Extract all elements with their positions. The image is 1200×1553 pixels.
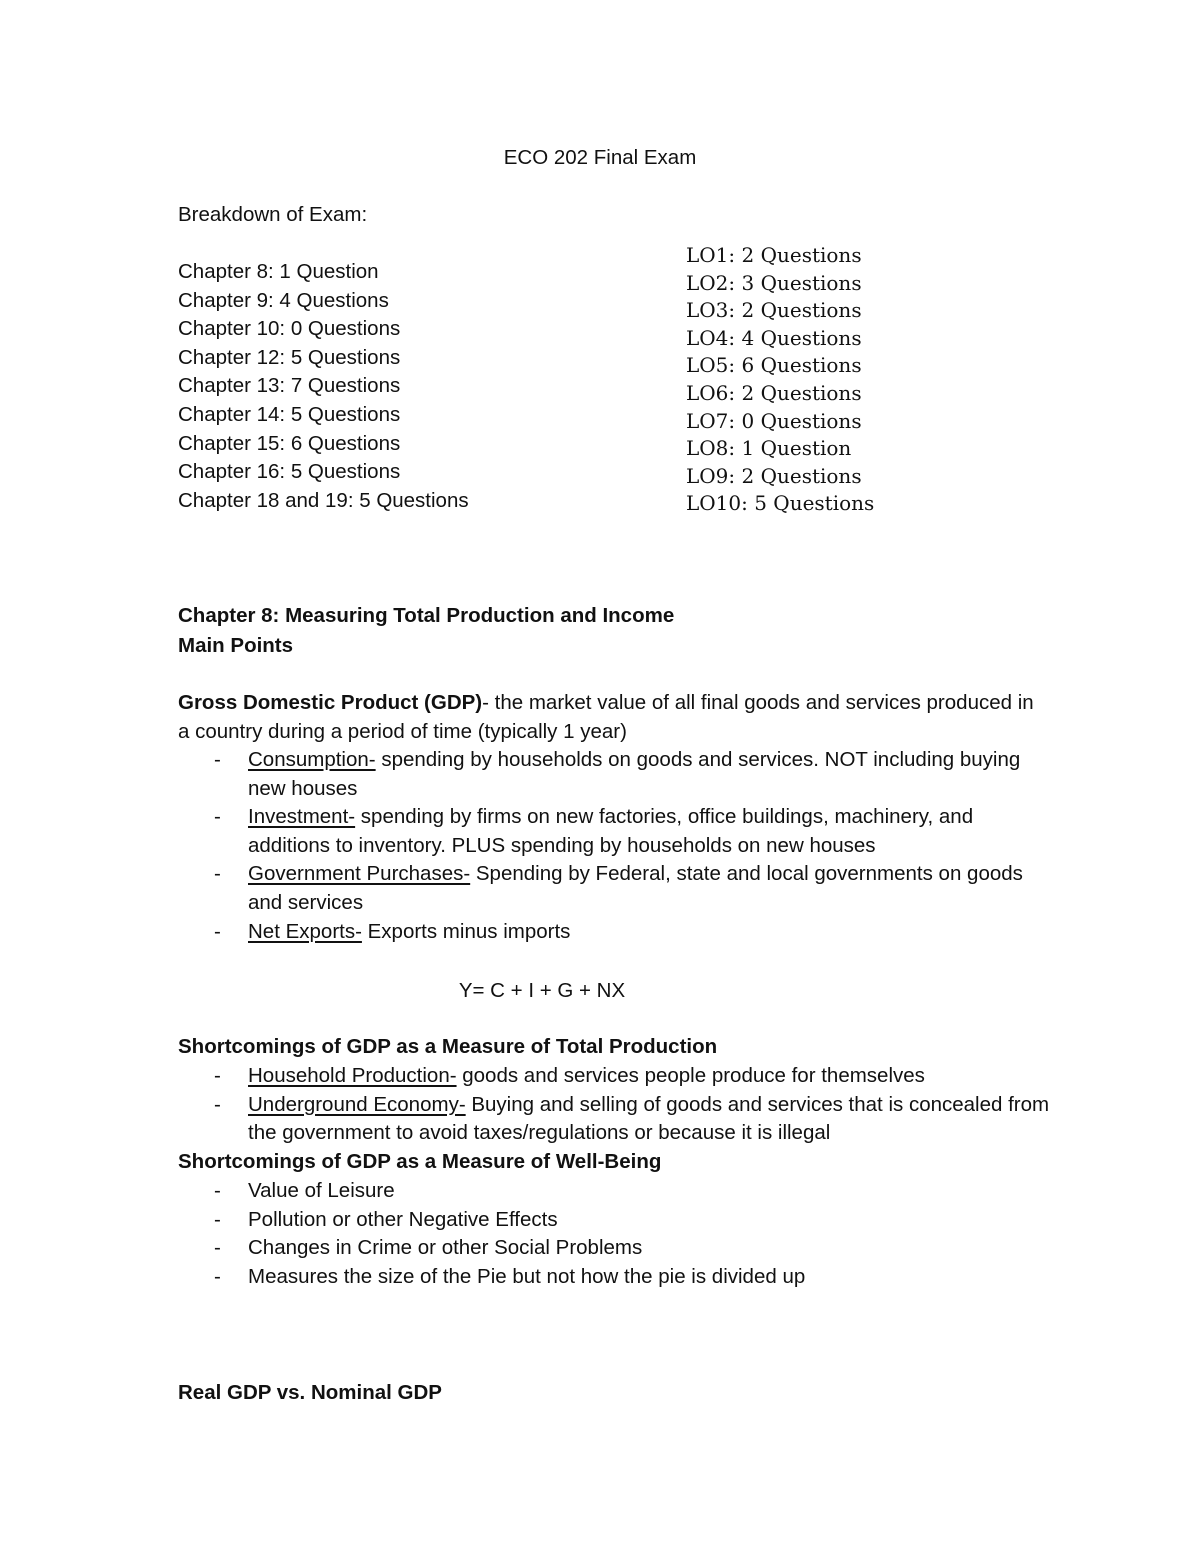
shortcoming-term: Underground Economy- [248, 1092, 466, 1116]
lo-item: LO1: 2 Questions [686, 243, 862, 267]
lo-item: LO4: 4 Questions [686, 325, 862, 350]
bullet-dash: - [214, 1064, 221, 1087]
chapter-item: Chapter 12: 5 Questions [178, 345, 401, 369]
shortcomings-wellbeing-list [178, 1177, 1038, 1291]
shortcoming-text: goods and services people produce for themselves [456, 1064, 925, 1087]
wellbeing-item-text: Pollution or other Negative Effects [248, 1207, 558, 1231]
list-item [178, 1234, 1038, 1263]
chapter-item: Chapter 13: 7 Questions [178, 374, 401, 398]
list-item [178, 746, 1038, 803]
lo-item: LO3: 2 Questions [686, 298, 862, 323]
component-term: Government Purchases- [248, 862, 471, 886]
list-item [178, 803, 1038, 860]
bullet-dash: - [214, 748, 221, 771]
list-item [178, 1177, 1038, 1206]
shortcomings-production-heading: Shortcomings of GDP as a Measure of Total Production [178, 1035, 718, 1058]
gdp-definition-text: - the market value of all final goods and services produced in a country during a period of time (typically 1 year) [178, 691, 1034, 743]
gdp-term: Gross Domestic Product (GDP) [178, 691, 483, 714]
component-term: Consumption- [248, 748, 376, 771]
real-vs-nominal-heading: Real GDP vs. Nominal GDP [178, 1381, 442, 1404]
lo-item: LO5: 6 Questions [686, 353, 862, 378]
gdp-components-list [178, 746, 1038, 946]
chapter-item: Chapter 16: 5 Questions [178, 460, 401, 484]
list-item [178, 1206, 1038, 1235]
wellbeing-item-text: Changes in Crime or other Social Problems [248, 1236, 643, 1260]
bullet-dash: - [214, 1207, 221, 1231]
learning-objective-list [686, 242, 874, 518]
chapter-item: Chapter 15: 6 Questions [178, 431, 401, 455]
component-text: Spending by Federal, state and local governments on goods and services [248, 862, 1023, 914]
chapter-item: Chapter 14: 5 Questions [178, 402, 401, 426]
wellbeing-item-text: Measures the size of the Pie but not how the pie is divided up [248, 1264, 806, 1288]
gdp-definition [178, 689, 1038, 746]
component-text: spending by households on goods and services. NOT including buying new houses [248, 748, 1021, 800]
lo-item: LO10: 5 Questions [686, 491, 875, 516]
bullet-dash: - [214, 919, 221, 943]
gdp-equation: Y= C + I + G + NX [458, 979, 626, 1002]
lo-item: LO7: 0 Questions [686, 408, 862, 433]
component-term: Net Exports- [248, 919, 362, 943]
list-item [178, 1091, 1058, 1148]
shortcomings-wellbeing-heading: Shortcomings of GDP as a Measure of Well-Being [178, 1150, 662, 1173]
bullet-dash: - [214, 1179, 221, 1202]
lo-item: LO6: 2 Questions [686, 380, 862, 405]
lo-item: LO8: 1 Question [686, 436, 852, 461]
chapter-question-list [178, 258, 469, 515]
document-title: ECO 202 Final Exam [503, 146, 697, 169]
chapter-item: Chapter 10: 0 Questions [178, 317, 401, 341]
main-points-subheading: Main Points [178, 634, 294, 657]
list-item [178, 1062, 1058, 1091]
bullet-dash: - [214, 1092, 221, 1116]
breakdown-label: Breakdown of Exam: [178, 203, 368, 226]
wellbeing-item-text: Value of Leisure [248, 1179, 395, 1202]
bullet-dash: - [214, 1264, 221, 1288]
shortcoming-term: Household Production- [248, 1064, 457, 1087]
chapter-item: Chapter 8: 1 Question [178, 260, 379, 283]
shortcoming-text: Buying and selling of goods and services that is concealed from the government to avoid taxes/regulations or because it is illegal [248, 1092, 1050, 1145]
bullet-dash: - [214, 805, 221, 829]
chapter-item: Chapter 18 and 19: 5 Questions [178, 488, 469, 512]
component-text: Exports minus imports [361, 919, 571, 943]
list-item [178, 1263, 1038, 1292]
chapter-item: Chapter 9: 4 Questions [178, 288, 389, 312]
component-text: spending by firms on new factories, office buildings, machinery, and additions to inventory. PLUS spending by households on new houses [248, 805, 974, 857]
shortcomings-production-list [178, 1062, 1058, 1148]
lo-item: LO9: 2 Questions [686, 463, 862, 488]
component-term: Investment- [248, 805, 356, 829]
list-item [178, 860, 1038, 917]
lo-item: LO2: 3 Questions [686, 270, 862, 295]
chapter8-heading: Chapter 8: Measuring Total Production and Income [178, 604, 675, 627]
bullet-dash: - [214, 1236, 221, 1260]
list-item [178, 918, 1038, 947]
bullet-dash: - [214, 862, 221, 886]
